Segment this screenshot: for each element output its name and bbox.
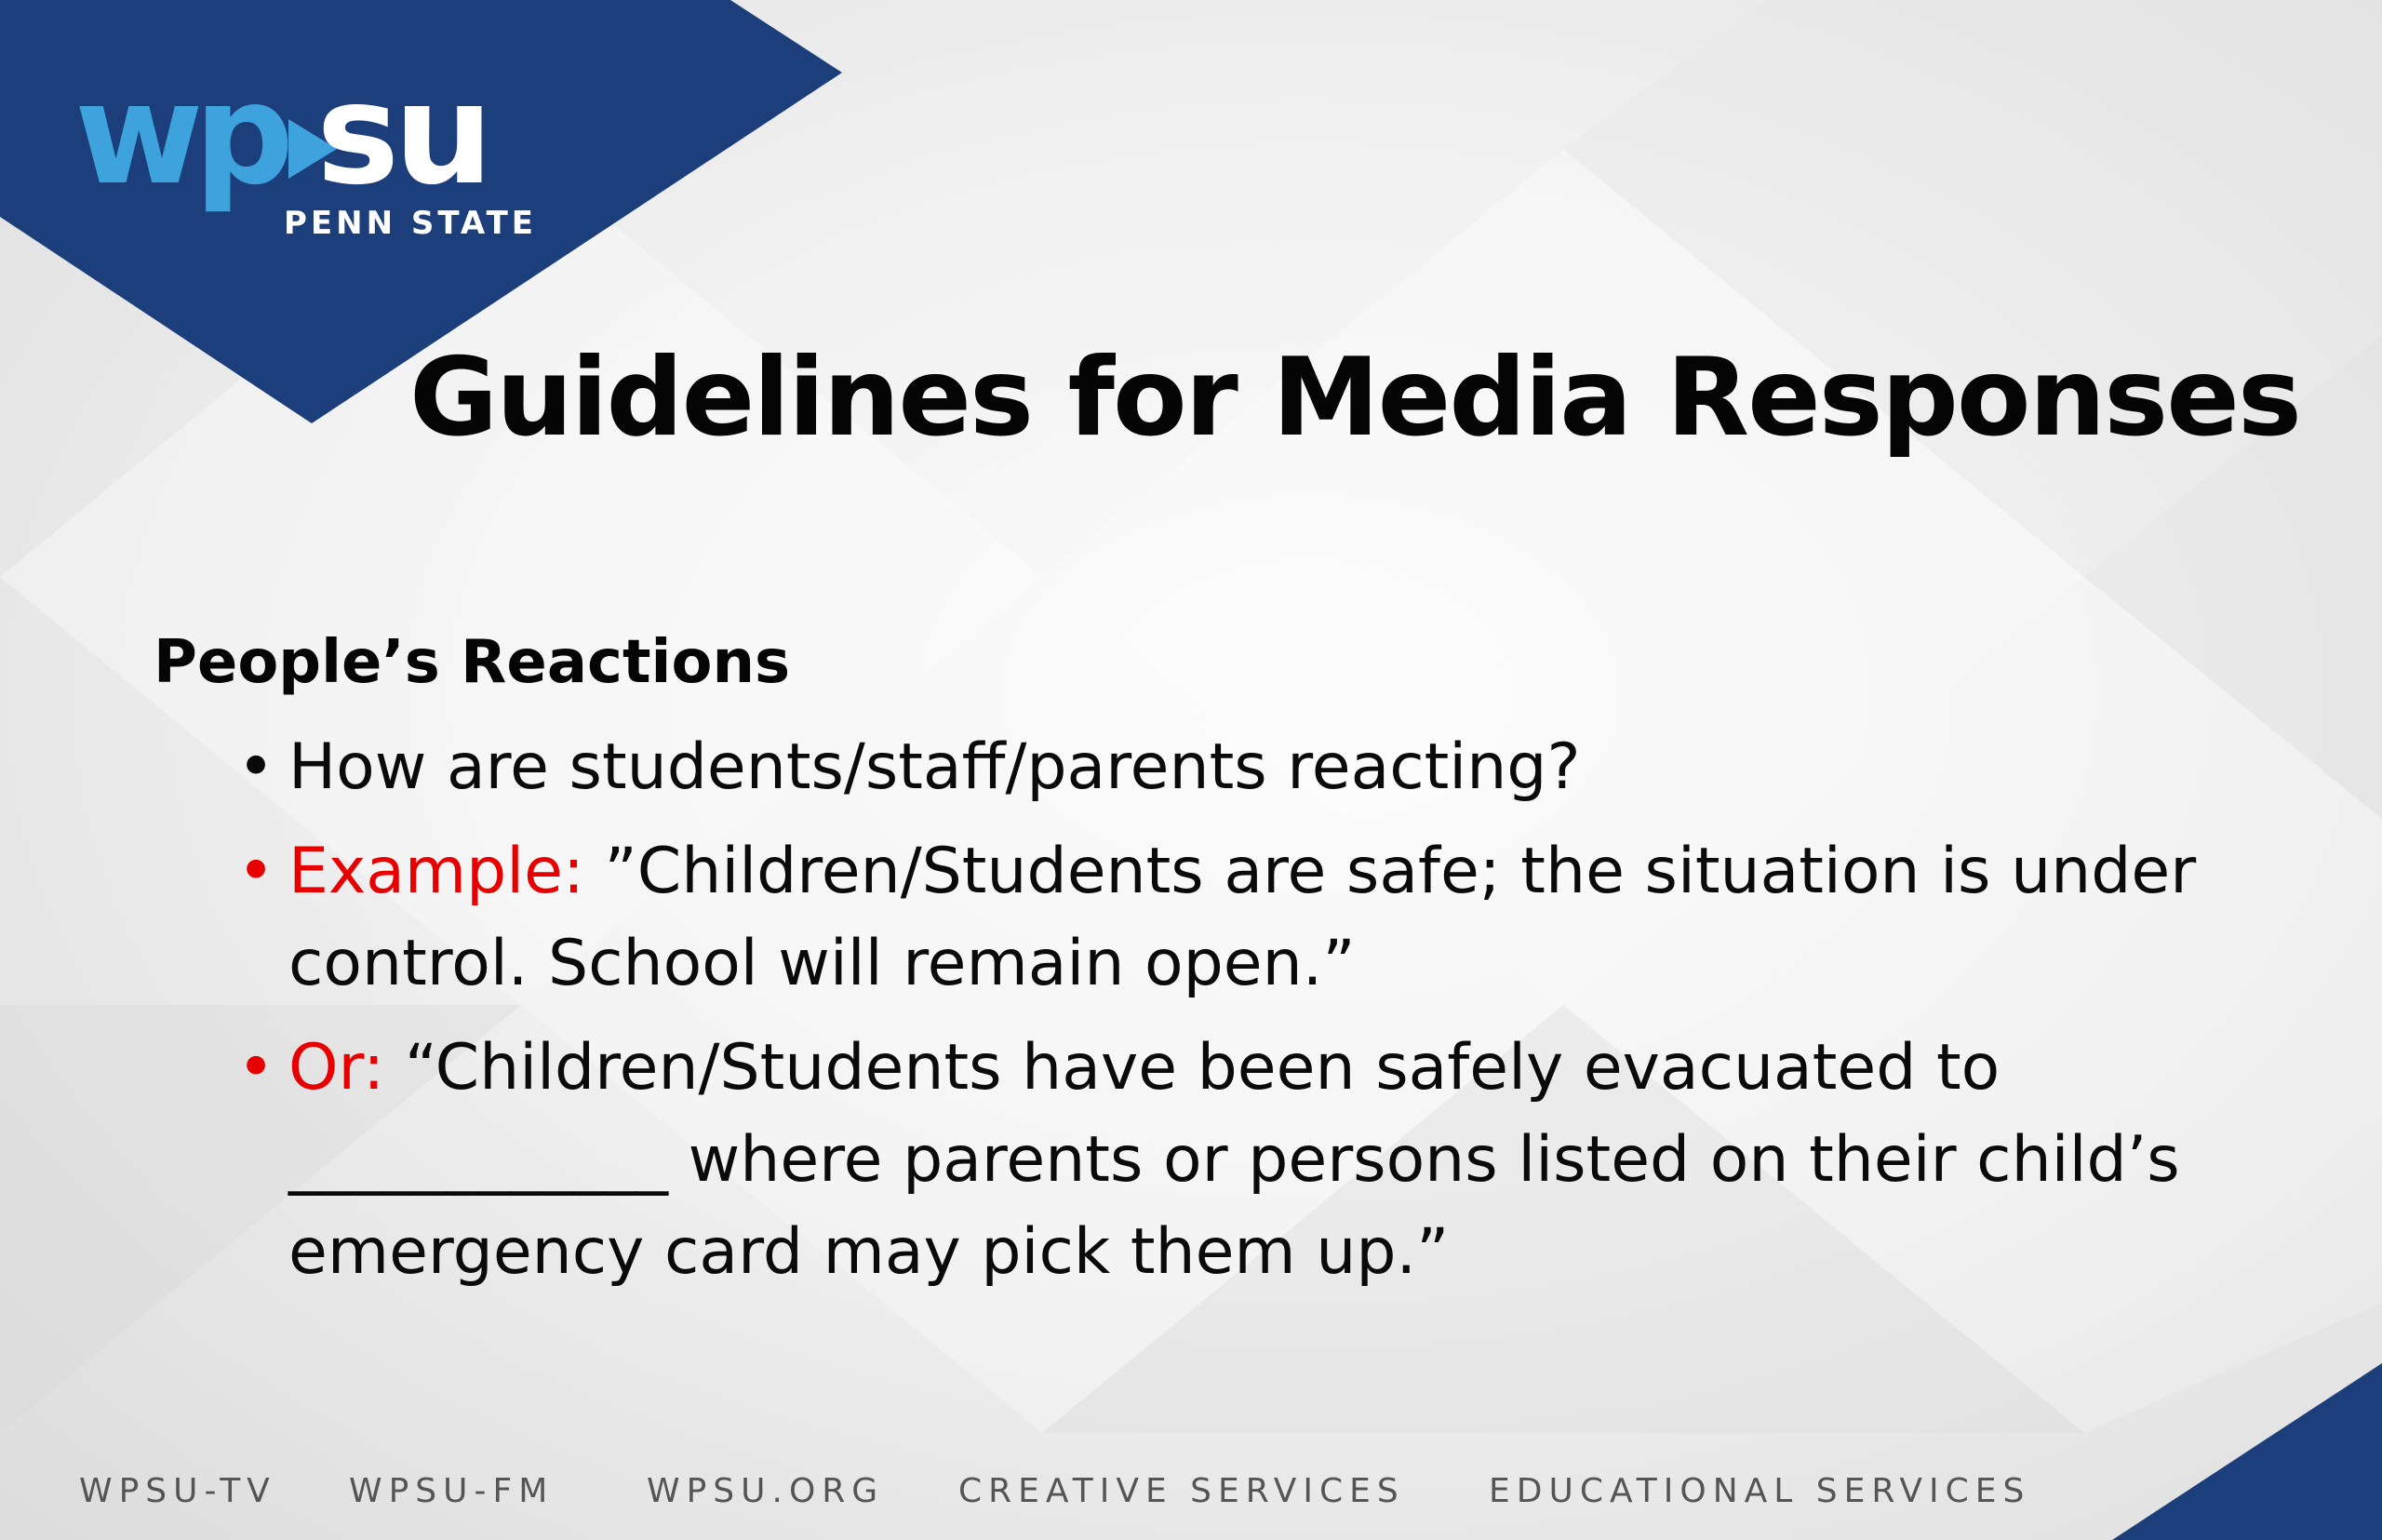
bullet-text: ”Children/Students are safe; the situation is under control. School will remain open.” bbox=[288, 835, 2197, 1000]
logo-brand-left: wp bbox=[74, 54, 285, 216]
bullet-label: Or: bbox=[288, 1031, 385, 1105]
bullet-item bbox=[237, 721, 2238, 813]
bullet-icon: • bbox=[237, 1031, 275, 1105]
bullet-label: Example: bbox=[288, 835, 584, 908]
footer-item-wpsu-fm: WPSU-FM bbox=[349, 1472, 555, 1510]
bullet-icon: • bbox=[237, 730, 275, 804]
footer-item-wpsu-org: WPSU.ORG bbox=[647, 1472, 885, 1510]
footer-item-educational-services: EDUCATIONAL SERVICES bbox=[1489, 1472, 2031, 1510]
logo-brand-right: su bbox=[316, 54, 488, 216]
bullet-text: How are students/staff/parents reacting? bbox=[288, 730, 1581, 804]
bullet-list bbox=[237, 721, 2238, 1310]
navy-corner-bottom bbox=[2112, 1363, 2382, 1540]
bullet-item bbox=[237, 825, 2238, 1010]
section-heading: People’s Reactions bbox=[154, 628, 791, 697]
bullet-item bbox=[237, 1022, 2238, 1298]
wpsu-logo bbox=[74, 54, 558, 251]
footer-item-wpsu-tv: WPSU-TV bbox=[79, 1472, 276, 1510]
slide-title: Guidelines for Media Responses bbox=[409, 335, 2300, 461]
footer-item-creative-services: CREATIVE SERVICES bbox=[958, 1472, 1405, 1510]
logo-subtitle: PENN STATE bbox=[284, 205, 538, 242]
bullet-text: “Children/Students have been safely evacuated to ____________ where parents or persons listed on their child’s emergency card may pick them up.” bbox=[288, 1031, 2180, 1289]
bullet-icon: • bbox=[237, 835, 275, 908]
